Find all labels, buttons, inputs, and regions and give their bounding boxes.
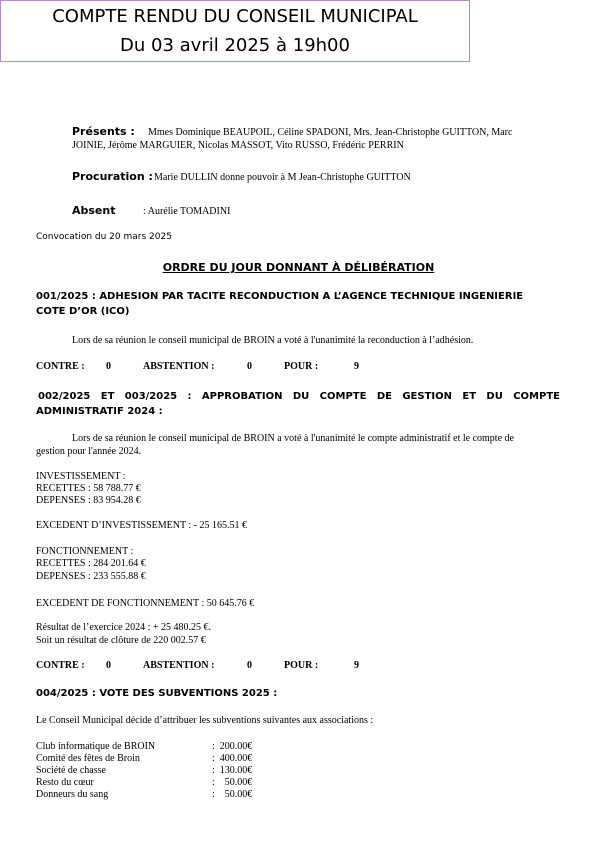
item2-heading-line-1: 002/2025 ET 003/2025 : APPROBATION DU COMPTE DE GESTION ET DU COMPTE — [38, 391, 560, 402]
list-item — [36, 753, 336, 765]
subvention-name: Donneurs du sang — [36, 789, 109, 800]
vote2-abstention-label: ABSTENTION : — [143, 660, 215, 671]
invest-recettes: RECETTES : 58 788.77 € — [36, 483, 141, 494]
resultat-cloture: Soit un résultat de clôture de 220 002.57 € — [36, 635, 206, 646]
item2-body-line-1: Lors de sa réunion le conseil municipal de BROIN a voté à l'unanimité le compte administratif et le compte de — [72, 433, 514, 444]
invest-depenses: DEPENSES : 83 954.28 € — [36, 495, 141, 506]
vote1-contre-value: 0 — [106, 361, 111, 372]
vote2-abstention-value: 0 — [247, 660, 252, 671]
list-item — [36, 741, 336, 753]
vote2-pour-label: POUR : — [284, 660, 319, 671]
invest-title: INVESTISSEMENT : — [36, 471, 126, 482]
subvention-name: Comité des fêtes de Broin — [36, 753, 140, 764]
item1-heading-line-1: 001/2025 : ADHESION PAR TACITE RECONDUCTION A L’AGENCE TECHNIQUE INGENIERIE — [36, 291, 524, 302]
page-title: COMPTE RENDU DU CONSEIL MUNICIPAL — [52, 6, 418, 27]
title-box — [0, 0, 470, 62]
vote2-contre-value: 0 — [106, 660, 111, 671]
item1-heading-line-2: COTE D’OR (ICO) — [36, 306, 130, 317]
fonct-recettes: RECETTES : 284 201.64 € — [36, 558, 146, 569]
list-item — [36, 765, 336, 777]
presents-line-2: JOINIE, Jérôme MARGUIER, Nicolas MASSOT, Vito RUSSO, Frédéric PERRIN — [72, 140, 404, 151]
item1-body: Lors de sa réunion le conseil municipal de BROIN a voté à l'unanimité la reconduction à l’adhésion. — [72, 335, 474, 346]
vote1-contre-label: CONTRE : — [36, 361, 85, 372]
presents-label: Présents : — [72, 125, 135, 138]
list-item — [36, 789, 336, 801]
vote1-abstention-value: 0 — [247, 361, 252, 372]
convocation: Convocation du 20 mars 2025 — [36, 232, 172, 242]
excedent-investissement: EXCEDENT D’INVESTISSEMENT : - 25 165.51 € — [36, 520, 248, 531]
subvention-amount: : 50.00€ — [212, 789, 253, 800]
subvention-amount: : 50.00€ — [212, 777, 253, 788]
vote2-contre-label: CONTRE : — [36, 660, 85, 671]
resultat-exercice: Résultat de l’exercice 2024 : + 25 480.25 €. — [36, 622, 212, 633]
agenda-title: ORDRE DU JOUR DONNANT À DÉLIBÉRATION — [162, 261, 435, 274]
subvention-name: Resto du cœur — [36, 777, 94, 788]
item3-intro: Le Conseil Municipal décide d’attribuer les subventions suivantes aux associations : — [36, 715, 374, 726]
vote1-abstention-label: ABSTENTION : — [143, 361, 215, 372]
vote1-pour-label: POUR : — [284, 361, 319, 372]
item2-body-line-2: gestion pour l'année 2024. — [36, 446, 142, 457]
agenda-title-wrap — [36, 258, 561, 276]
subvention-amount: : 200.00€ — [212, 741, 253, 752]
absent-text: : Aurélie TOMADINI — [143, 206, 231, 217]
fonct-depenses: DEPENSES : 233 555.88 € — [36, 571, 146, 582]
procuration-text: Marie DULLIN donne pouvoir à M Jean-Christophe GUITTON — [154, 172, 411, 183]
list-item — [36, 777, 336, 789]
excedent-fonctionnement: EXCEDENT DE FONCTIONNEMENT : 50 645.76 € — [36, 598, 255, 609]
subvention-name: Société de chasse — [36, 765, 106, 776]
procuration-label: Procuration : — [72, 170, 153, 183]
presents-line-1: Mmes Dominique BEAUPOIL, Céline SPADONI, Mrs. Jean-Christophe GUITTON, Marc — [148, 127, 513, 138]
subvention-name: Club informatique de BROIN — [36, 741, 156, 752]
subvention-amount: : 400.00€ — [212, 753, 253, 764]
item3-heading: 004/2025 : VOTE DES SUBVENTIONS 2025 : — [36, 688, 278, 699]
vote2-pour-value: 9 — [354, 660, 359, 671]
subvention-amount: : 130.00€ — [212, 765, 253, 776]
fonct-title: FONCTIONNEMENT : — [36, 546, 134, 557]
subventions-list — [36, 741, 336, 801]
item2-heading-line-2: ADMINISTRATIF 2024 : — [36, 406, 163, 417]
vote1-pour-value: 9 — [354, 361, 359, 372]
absent-label: Absent — [72, 204, 116, 217]
meeting-date: Du 03 avril 2025 à 19h00 — [120, 35, 350, 56]
